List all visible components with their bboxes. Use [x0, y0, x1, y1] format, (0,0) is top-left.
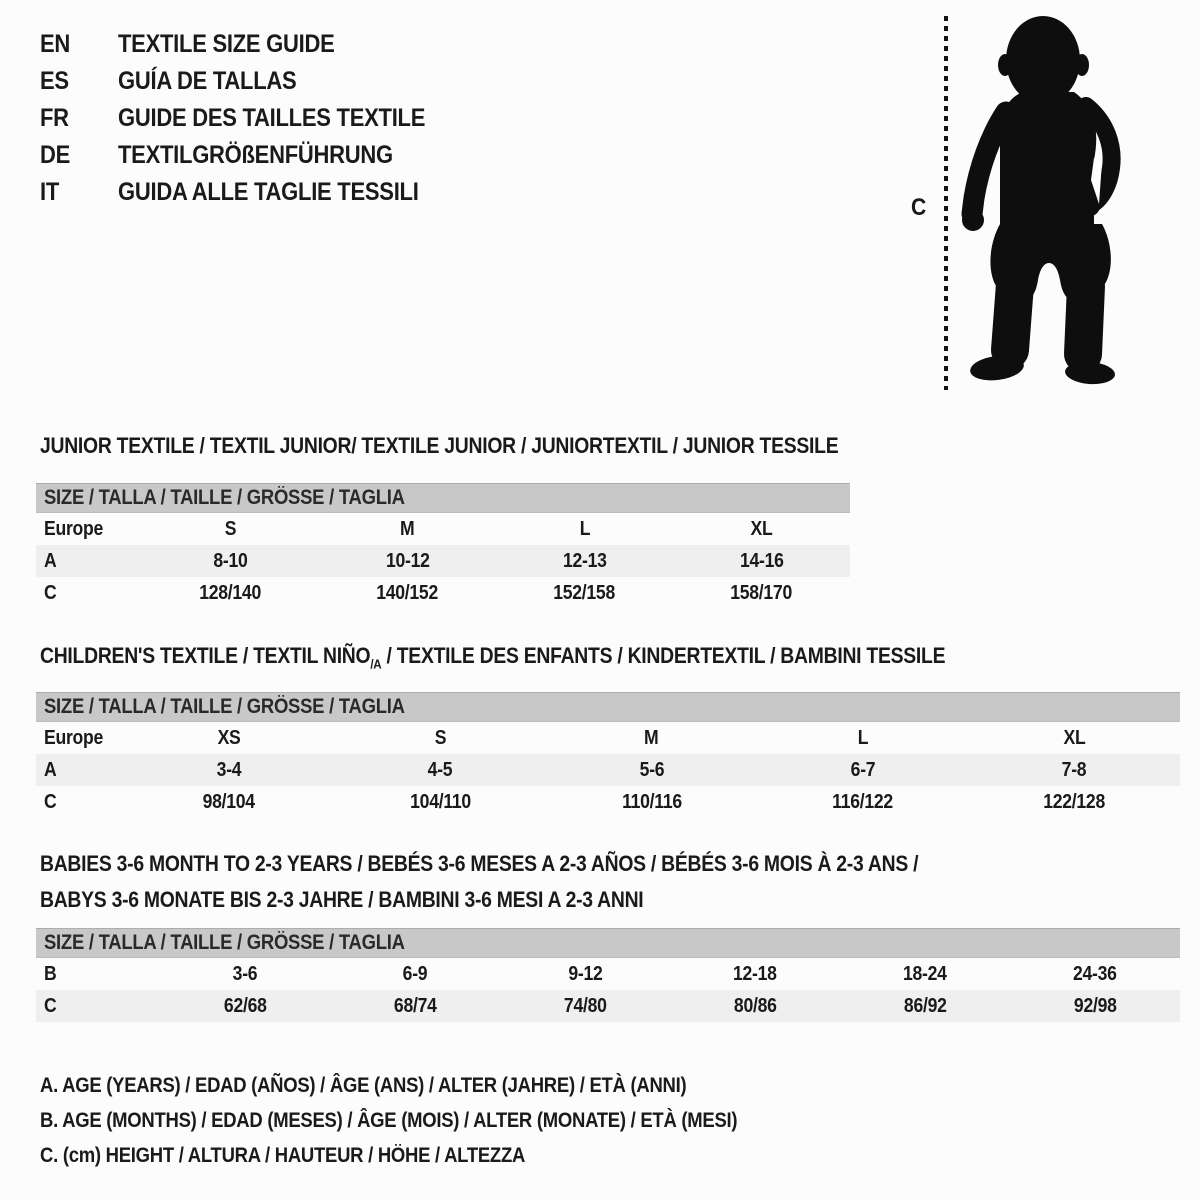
table-row: B 3-6 6-9 9-12 12-18 18-24 24-36	[44, 962, 1117, 985]
lang-row-en	[40, 26, 467, 63]
junior-size-bar	[36, 483, 850, 513]
height-dotted-line	[944, 16, 948, 390]
children-size-bar	[36, 692, 1180, 722]
row-label: A	[44, 549, 57, 572]
table-row: Europe XS S M L XL	[44, 726, 1086, 749]
language-title-list	[40, 26, 467, 211]
table-row: A 3-4 4-5 5-6 6-7 7-8	[36, 754, 1180, 786]
table-row: C 62/68 68/74 74/80 80/86 86/92 92/98	[36, 990, 1180, 1022]
lang-code: EN	[40, 30, 71, 58]
guide-title-es: GUÍA DE TALLAS	[118, 67, 297, 95]
lang-row-de	[40, 137, 467, 174]
size-bar-label: SIZE / TALLA / TAILLE / GRÖSSE / TAGLIA	[44, 695, 405, 718]
lang-row-fr	[40, 100, 467, 137]
size-bar-label: SIZE / TALLA / TAILLE / GRÖSSE / TAGLIA	[44, 486, 405, 509]
row-label: Europe	[44, 726, 104, 749]
babies-size-table	[36, 928, 1180, 1022]
note-age-months: B. AGE (MONTHS) / EDAD (MESES) / ÂGE (MOIS) / ALTER (MONATE) / ETÀ (MESI)	[40, 1108, 738, 1132]
note-age-years: A. AGE (YEARS) / EDAD (AÑOS) / ÂGE (ANS) / ALTER (JAHRE) / ETÀ (ANNI)	[40, 1073, 687, 1097]
lang-code: ES	[40, 67, 69, 95]
lang-code: FR	[40, 104, 69, 132]
row-label: B	[44, 962, 57, 985]
babies-section-heading: BABIES 3-6 MONTH TO 2-3 YEARS / BEBÉS 3-6 MESES A 2-3 AÑOS / BÉBÉS 3-6 MOIS À 2-3 ANS / BABYS 3-6 MONATE BIS 2-3 JAHRE / BAMBINI 3-6 MESI A 2-3 ANNI	[40, 851, 919, 912]
junior-section-heading: JUNIOR TEXTILE / TEXTIL JUNIOR/ TEXTILE JUNIOR / JUNIORTEXTIL / JUNIOR TESSILE	[40, 433, 839, 458]
guide-title-it: GUIDA ALLE TAGLIE TESSILI	[118, 178, 419, 206]
table-row: C 98/104 104/110 110/116 116/122 122/128	[44, 790, 1106, 813]
row-label: C	[44, 994, 57, 1017]
table-row: Europe S M L XL	[44, 517, 773, 540]
table-row: A 8-10 10-12 12-13 14-16	[36, 545, 850, 577]
note-height-cm: C. (cm) HEIGHT / ALTURA / HAUTEUR / HÖHE / ALTEZZA	[40, 1143, 526, 1167]
height-measure-label: C	[911, 194, 927, 221]
guide-title-fr: GUIDE DES TAILLES TEXTILE	[118, 104, 426, 132]
guide-title-de: TEXTILGRÖßENFÜHRUNG	[118, 141, 393, 169]
lang-row-es	[40, 63, 467, 100]
children-section-heading: CHILDREN'S TEXTILE / TEXTIL $NIÑO_{/A}$ / TEXTILE DES ENFANTS / KINDERTEXTIL / BAMBINI TESSILE	[40, 643, 946, 672]
children-size-table	[36, 692, 1180, 818]
lang-code: IT	[40, 178, 60, 206]
nino-a-subscript: /A	[370, 656, 382, 672]
babies-size-bar	[36, 928, 1180, 958]
toddler-silhouette-icon	[960, 12, 1122, 394]
lang-code: DE	[40, 141, 71, 169]
junior-size-table	[36, 483, 850, 609]
row-label: C	[44, 790, 57, 813]
size-bar-label: SIZE / TALLA / TAILLE / GRÖSSE / TAGLIA	[44, 931, 405, 954]
lang-row-it	[40, 174, 467, 211]
row-label: Europe	[44, 517, 104, 540]
row-label: C	[44, 581, 57, 604]
row-label: A	[44, 758, 57, 781]
table-row: C 128/140 140/152 152/158 158/170	[44, 581, 793, 604]
legend-notes	[40, 1068, 832, 1173]
guide-title-en: TEXTILE SIZE GUIDE	[118, 30, 335, 58]
